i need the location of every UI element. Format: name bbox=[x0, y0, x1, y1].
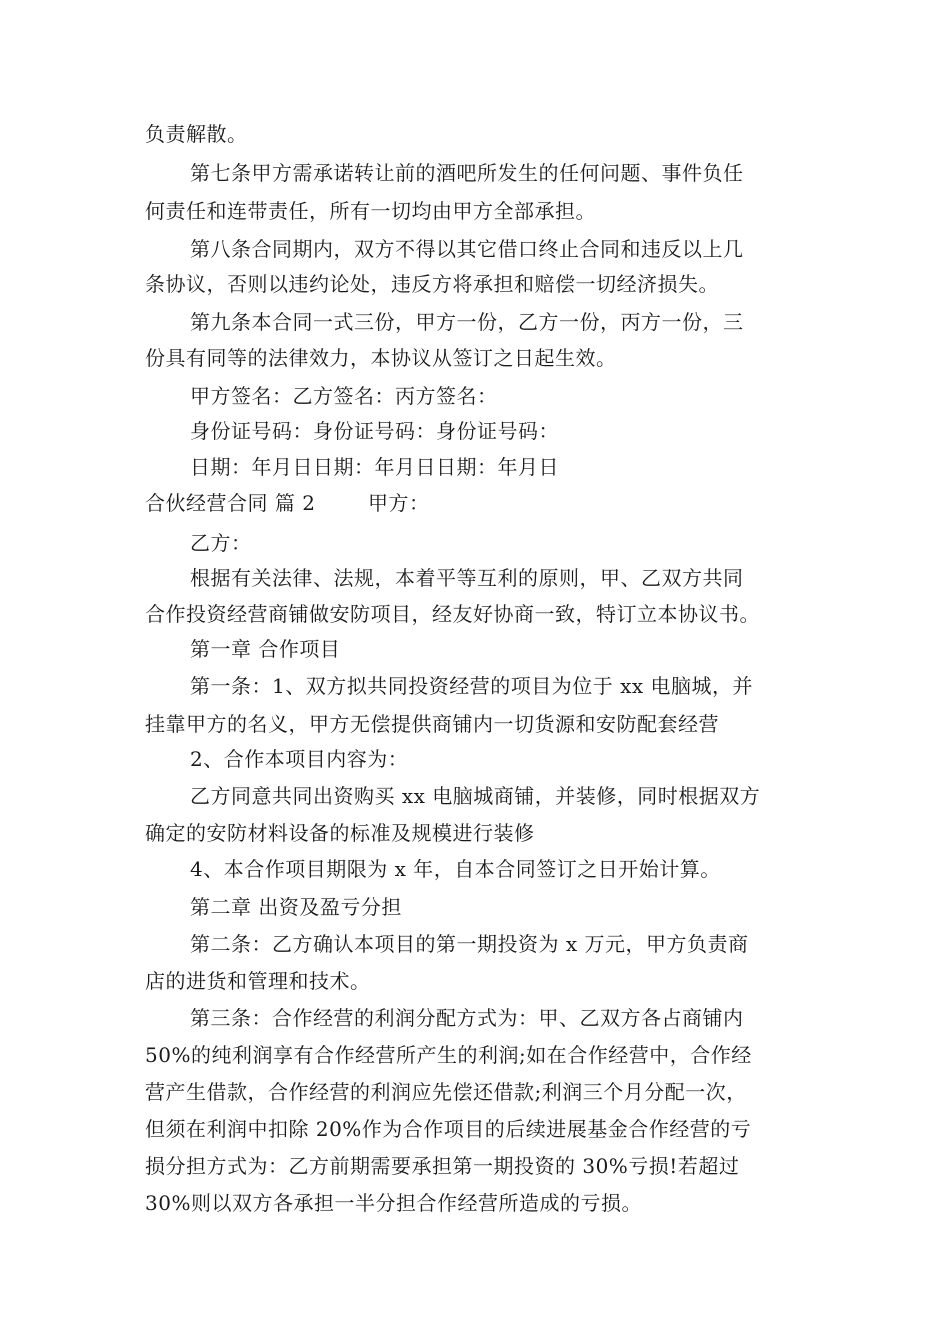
party-a-label: 甲方： bbox=[368, 491, 430, 515]
paragraph-line: 何责任和连带责任，所有一切均由甲方全部承担。 bbox=[145, 199, 596, 223]
paragraph-line: 但须在利润中扣除 20%作为合作项目的后续进展基金合作经营的亏 bbox=[145, 1117, 752, 1141]
paragraph-line: 第二条：乙方确认本项目的第一期投资为 x 万元，甲方负责商 bbox=[190, 932, 749, 956]
paragraph-line: 负责解散。 bbox=[145, 122, 248, 146]
paragraph-line: 确定的安防材料设备的标准及规模进行装修 bbox=[145, 821, 535, 845]
paragraph-line: 第一条：1、双方拟共同投资经营的项目为位于 xx 电脑城，并 bbox=[190, 674, 753, 698]
paragraph-line: 第八条合同期内，双方不得以其它借口终止合同和违反以上几 bbox=[190, 237, 744, 261]
paragraph-line: 第九条本合同一式三份，甲方一份，乙方一份，丙方一份，三 bbox=[190, 310, 744, 334]
paragraph-line: 损分担方式为：乙方前期需要承担第一期投资的 30%亏损!若超过 bbox=[145, 1154, 740, 1178]
paragraph-line: 挂靠甲方的名义，甲方无偿提供商铺内一切货源和安防配套经营 bbox=[145, 712, 719, 736]
paragraph-line: 4、本合作项目期限为 x 年，自本合同签订之日开始计算。 bbox=[190, 857, 721, 881]
paragraph-line: 根据有关法律、法规，本着平等互利的原则，甲、乙双方共同 bbox=[190, 566, 744, 590]
chapter-heading: 第二章 出资及盈亏分担 bbox=[190, 895, 402, 919]
date-line: 日期：年月日日期：年月日日期：年月日 bbox=[190, 455, 559, 479]
paragraph-line: 乙方同意共同出资购买 xx 电脑城商铺，并装修，同时根据双方 bbox=[190, 784, 761, 808]
paragraph-line: 合作投资经营商铺做安防项目，经友好协商一致，特订立本协议书。 bbox=[145, 602, 760, 626]
paragraph-line: 第七条甲方需承诺转让前的酒吧所发生的任何问题、事件负任 bbox=[190, 161, 744, 185]
paragraph-line: 30%则以双方各承担一半分担合作经营所造成的亏损。 bbox=[145, 1191, 642, 1215]
section-heading: 合伙经营合同 篇 2 bbox=[145, 491, 316, 515]
paragraph-line: 50%的纯利润享有合作经营所产生的利润;如在合作经营中，合作经 bbox=[145, 1043, 752, 1067]
paragraph-line: 条协议，否则以违约论处，违反方将承担和赔偿一切经济损失。 bbox=[145, 272, 719, 296]
paragraph-line: 营产生借款，合作经营的利润应先偿还借款;利润三个月分配一次， bbox=[145, 1080, 747, 1104]
chapter-heading: 第一章 合作项目 bbox=[190, 637, 341, 661]
party-b-label: 乙方： bbox=[190, 531, 252, 555]
paragraph-line: 第三条：合作经营的利润分配方式为：甲、乙双方各占商铺内 bbox=[190, 1006, 744, 1030]
paragraph-line: 2、合作本项目内容为： bbox=[190, 747, 409, 771]
id-number-line: 身份证号码：身份证号码：身份证号码： bbox=[190, 419, 559, 443]
paragraph-line: 份具有同等的法律效力，本协议从签订之日起生效。 bbox=[145, 346, 617, 370]
signature-line: 甲方签名：乙方签名：丙方签名： bbox=[190, 384, 498, 408]
paragraph-line: 店的进货和管理和技术。 bbox=[145, 969, 371, 993]
